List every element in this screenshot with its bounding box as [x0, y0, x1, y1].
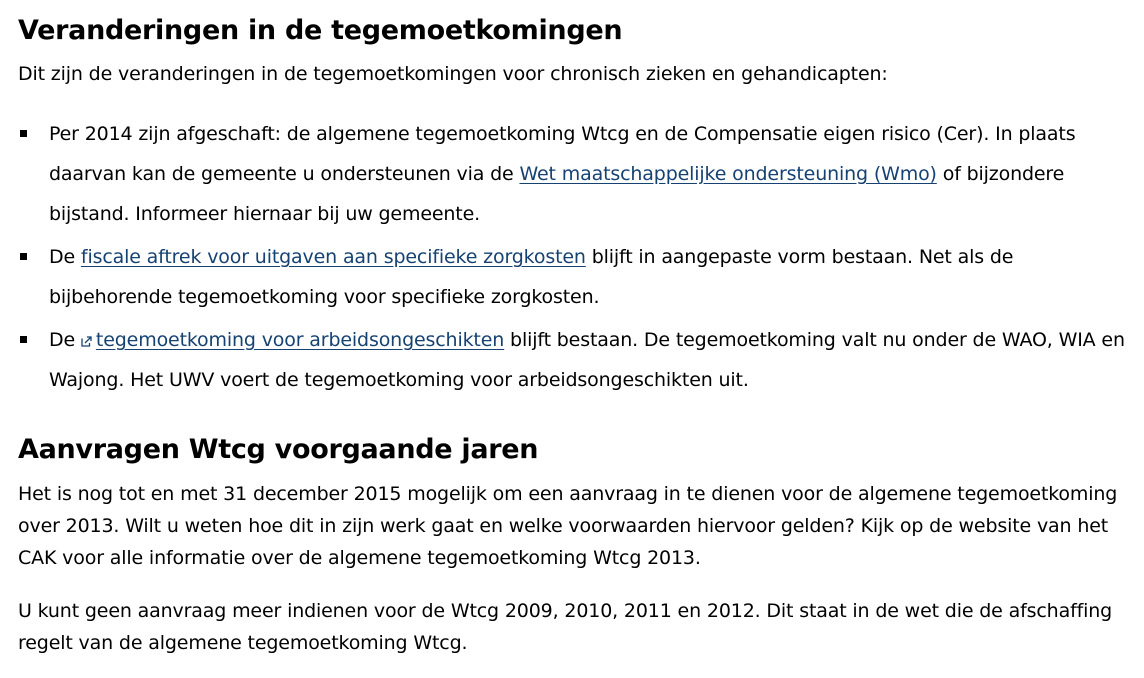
list-item	[18, 320, 1128, 400]
list-item-text: blijft in aangepaste vorm bestaan. Net als de bijbehorende tegemoetkoming voor specifieke zorgkosten.	[49, 246, 1014, 308]
bullet-icon	[20, 253, 27, 260]
bullet-icon	[20, 130, 27, 137]
list-item-text: Per 2014 zijn afgeschaft: de algemene tegemoetkoming Wtcg en de Compensatie eigen risico (Cer). In plaats daarvan kan de gemeente u ondersteunen via de	[49, 123, 1076, 185]
list-item-text: blijft bestaan. De tegemoetkoming valt nu onder de WAO, WIA en Wajong. Het UWV voert de tegemoetkoming voor arbeidsongeschikten uit.	[49, 329, 1125, 391]
section-intro: Dit zijn de veranderingen in de tegemoetkomingen voor chronisch zieken en gehandicapten:	[18, 63, 888, 85]
list-item	[18, 114, 1128, 234]
arbeidsongeschikten-link[interactable]: tegemoetkoming voor arbeidsongeschikten	[95, 329, 505, 351]
list-item-text: De	[49, 329, 81, 351]
section-heading-aanvragen: Aanvragen Wtcg voorgaande jaren	[18, 434, 539, 465]
changes-list	[18, 114, 1128, 403]
bullet-icon	[20, 336, 27, 343]
paragraph: U kunt geen aanvraag meer indienen voor de Wtcg 2009, 2010, 2011 en 2012. Dit staat in de wet die de afschaffing regelt van de algemene tegemoetkoming Wtcg.	[18, 600, 1113, 654]
list-item-text: De	[49, 246, 81, 268]
paragraph: Het is nog tot en met 31 december 2015 mogelijk om een aanvraag in te dienen voor de algemene tegemoetkoming over 2013. Wilt u weten hoe dit in zijn werk gaat en welke voorwaarden hiervoor gelden? Kijk op de website van het CAK voor alle informatie over de algemene tegemoetkoming Wtcg 2013.	[18, 483, 1118, 569]
external-link-icon	[81, 336, 92, 347]
list-item	[18, 237, 1128, 317]
wmo-link[interactable]: Wet maatschappelijke ondersteuning (Wmo)	[519, 163, 937, 185]
list-item-text: of bijzondere bijstand. Informeer hiernaar bij uw gemeente.	[49, 163, 1065, 225]
zorgkosten-link[interactable]: fiscale aftrek voor uitgaven aan specifieke zorgkosten	[80, 246, 586, 268]
section-heading-veranderingen: Veranderingen in de tegemoetkomingen	[18, 15, 623, 46]
